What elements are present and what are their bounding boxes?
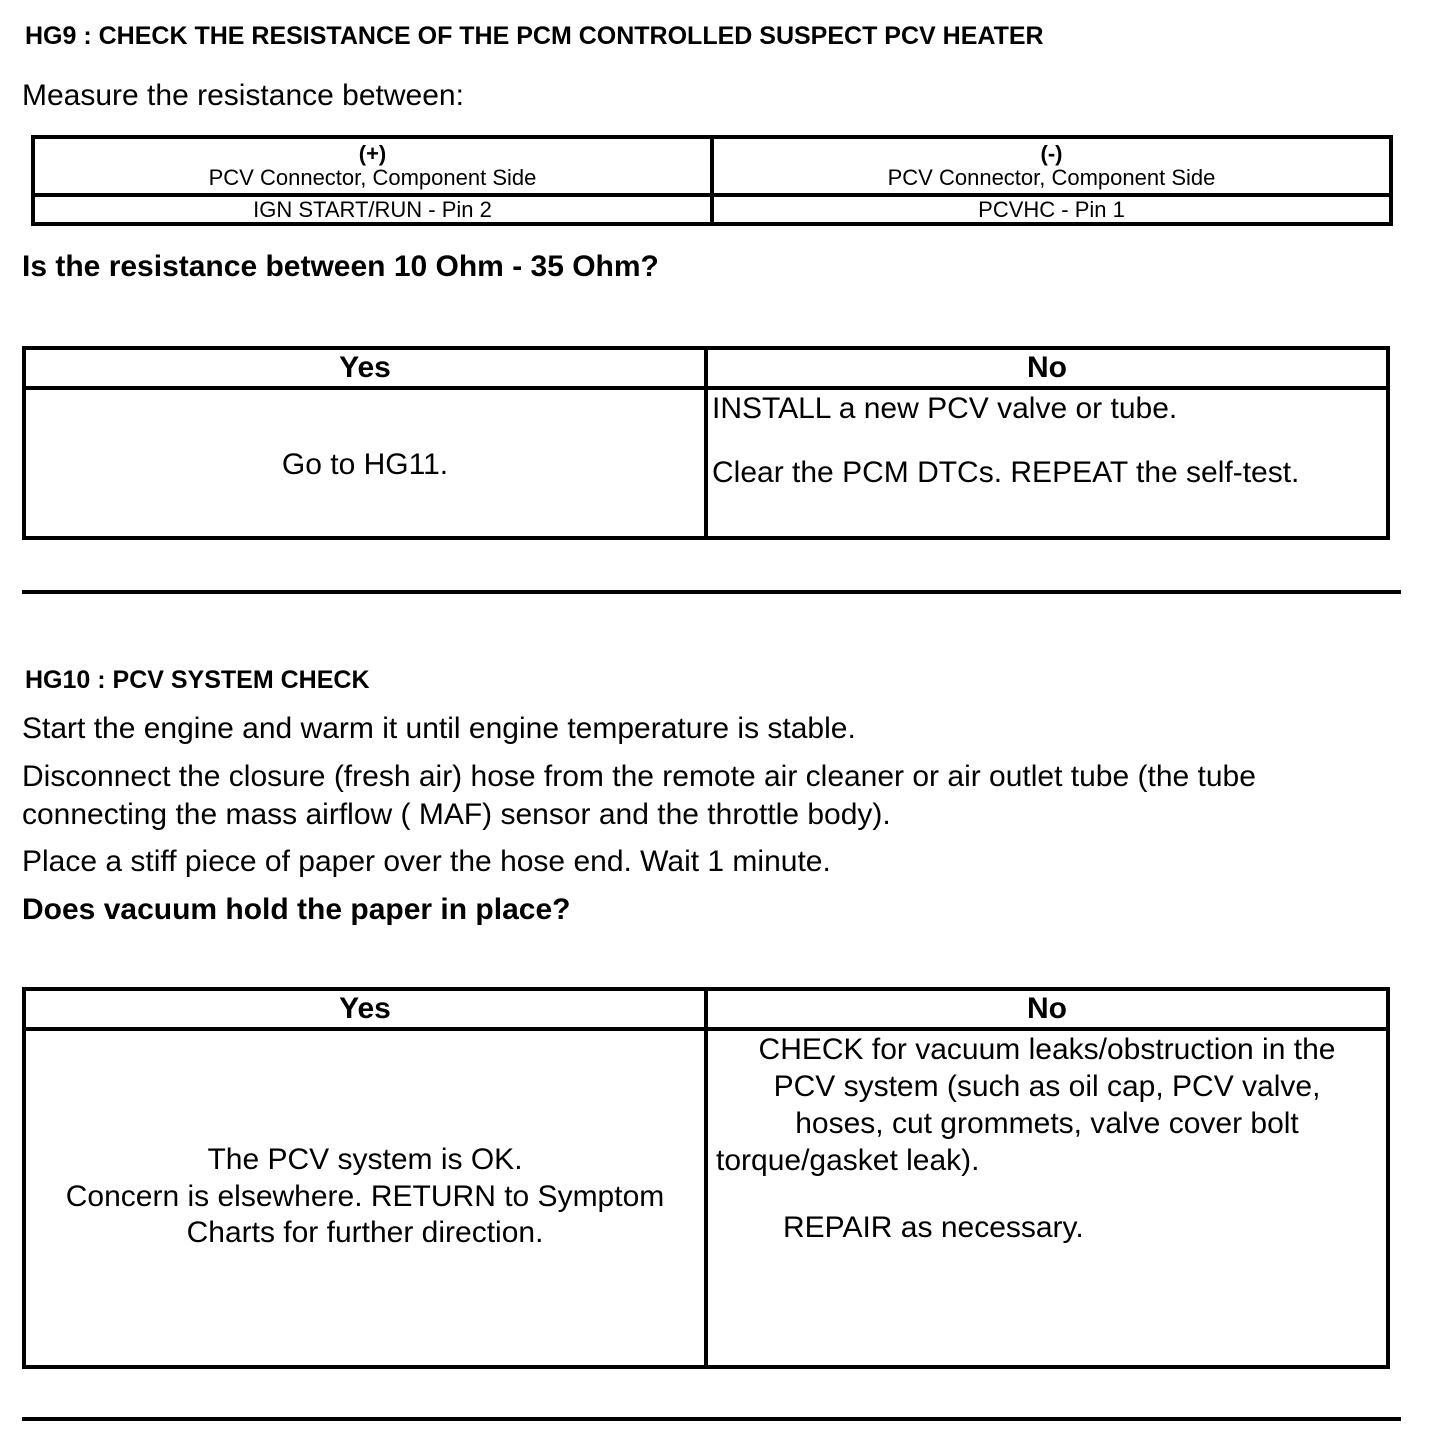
hg9-instruction: Measure the resistance between: bbox=[22, 79, 464, 112]
hg9-yes-text: Go to HG11. bbox=[281, 448, 449, 481]
hg10-no-line-4: torque/gasket leak). bbox=[716, 1144, 980, 1177]
negative-sign: (-) bbox=[1040, 141, 1063, 166]
hg9-result-header-row bbox=[24, 348, 1388, 388]
hg9-no-line-2: Clear the PCM DTCs. REPEAT the self-test. bbox=[712, 456, 1300, 489]
hg10-no-repair: REPAIR as necessary. bbox=[783, 1211, 1084, 1244]
section-divider bbox=[22, 590, 1401, 594]
hg10-no-line-3: hoses, cut grommets, valve cover bolt bbox=[795, 1107, 1299, 1140]
measurement-header-row bbox=[33, 137, 1391, 195]
negative-side: PCV Connector, Component Side bbox=[887, 165, 1216, 190]
hg9-result-table bbox=[22, 346, 1390, 540]
hg10-no-line-1: CHECK for vacuum leaks/obstruction in the bbox=[758, 1033, 1336, 1066]
hg10-no-cell bbox=[706, 1029, 1388, 1367]
hg10-no-header: No bbox=[706, 989, 1388, 1029]
hg10-no-line-2: PCV system (such as oil cap, PCV valve, bbox=[773, 1070, 1321, 1103]
measurement-value-row bbox=[33, 195, 1391, 224]
hg10-result-header-row bbox=[24, 989, 1388, 1029]
hg10-yes-line-2: Concern is elsewhere. RETURN to Symptom bbox=[65, 1180, 665, 1213]
hg9-no-cell bbox=[706, 388, 1388, 538]
measurement-table bbox=[31, 135, 1393, 226]
hg10-step-2-cont: connecting the mass airflow ( MAF) sensor and the throttle body). bbox=[22, 798, 891, 831]
hg10-yes-cell bbox=[24, 1029, 706, 1367]
negative-probe-header bbox=[712, 137, 1391, 195]
positive-side: PCV Connector, Component Side bbox=[208, 165, 537, 190]
positive-sign: (+) bbox=[358, 141, 387, 166]
hg10-step-1: Start the engine and warm it until engine temperature is stable. bbox=[22, 712, 856, 745]
hg10-question: Does vacuum hold the paper in place? bbox=[22, 893, 571, 926]
positive-pin: IGN START/RUN - Pin 2 bbox=[33, 195, 712, 224]
hg9-title: HG9 : CHECK THE RESISTANCE OF THE PCM CONTROLLED SUSPECT PCV HEATER bbox=[25, 22, 1044, 50]
hg10-result-table bbox=[22, 987, 1390, 1369]
hg10-yes-line-3: Charts for further direction. bbox=[186, 1216, 544, 1249]
hg10-result-body-row bbox=[24, 1029, 1388, 1367]
hg10-step-3: Place a stiff piece of paper over the hose end. Wait 1 minute. bbox=[22, 845, 831, 878]
hg9-result-body-row bbox=[24, 388, 1388, 538]
hg9-yes-cell bbox=[24, 388, 706, 538]
hg10-yes-line-1: The PCV system is OK. bbox=[207, 1143, 523, 1176]
hg9-yes-header: Yes bbox=[24, 348, 706, 388]
positive-probe-header bbox=[33, 137, 712, 195]
hg9-question: Is the resistance between 10 Ohm - 35 Ohm? bbox=[22, 250, 659, 283]
hg10-title: HG10 : PCV SYSTEM CHECK bbox=[25, 666, 370, 694]
bottom-divider bbox=[22, 1417, 1401, 1421]
hg9-no-line-1: INSTALL a new PCV valve or tube. bbox=[712, 392, 1178, 425]
hg10-step-2: Disconnect the closure (fresh air) hose from the remote air cleaner or air outlet tube (the tube bbox=[22, 760, 1256, 793]
negative-pin: PCVHC - Pin 1 bbox=[712, 195, 1391, 224]
hg10-yes-header: Yes bbox=[24, 989, 706, 1029]
hg9-no-header: No bbox=[706, 348, 1388, 388]
